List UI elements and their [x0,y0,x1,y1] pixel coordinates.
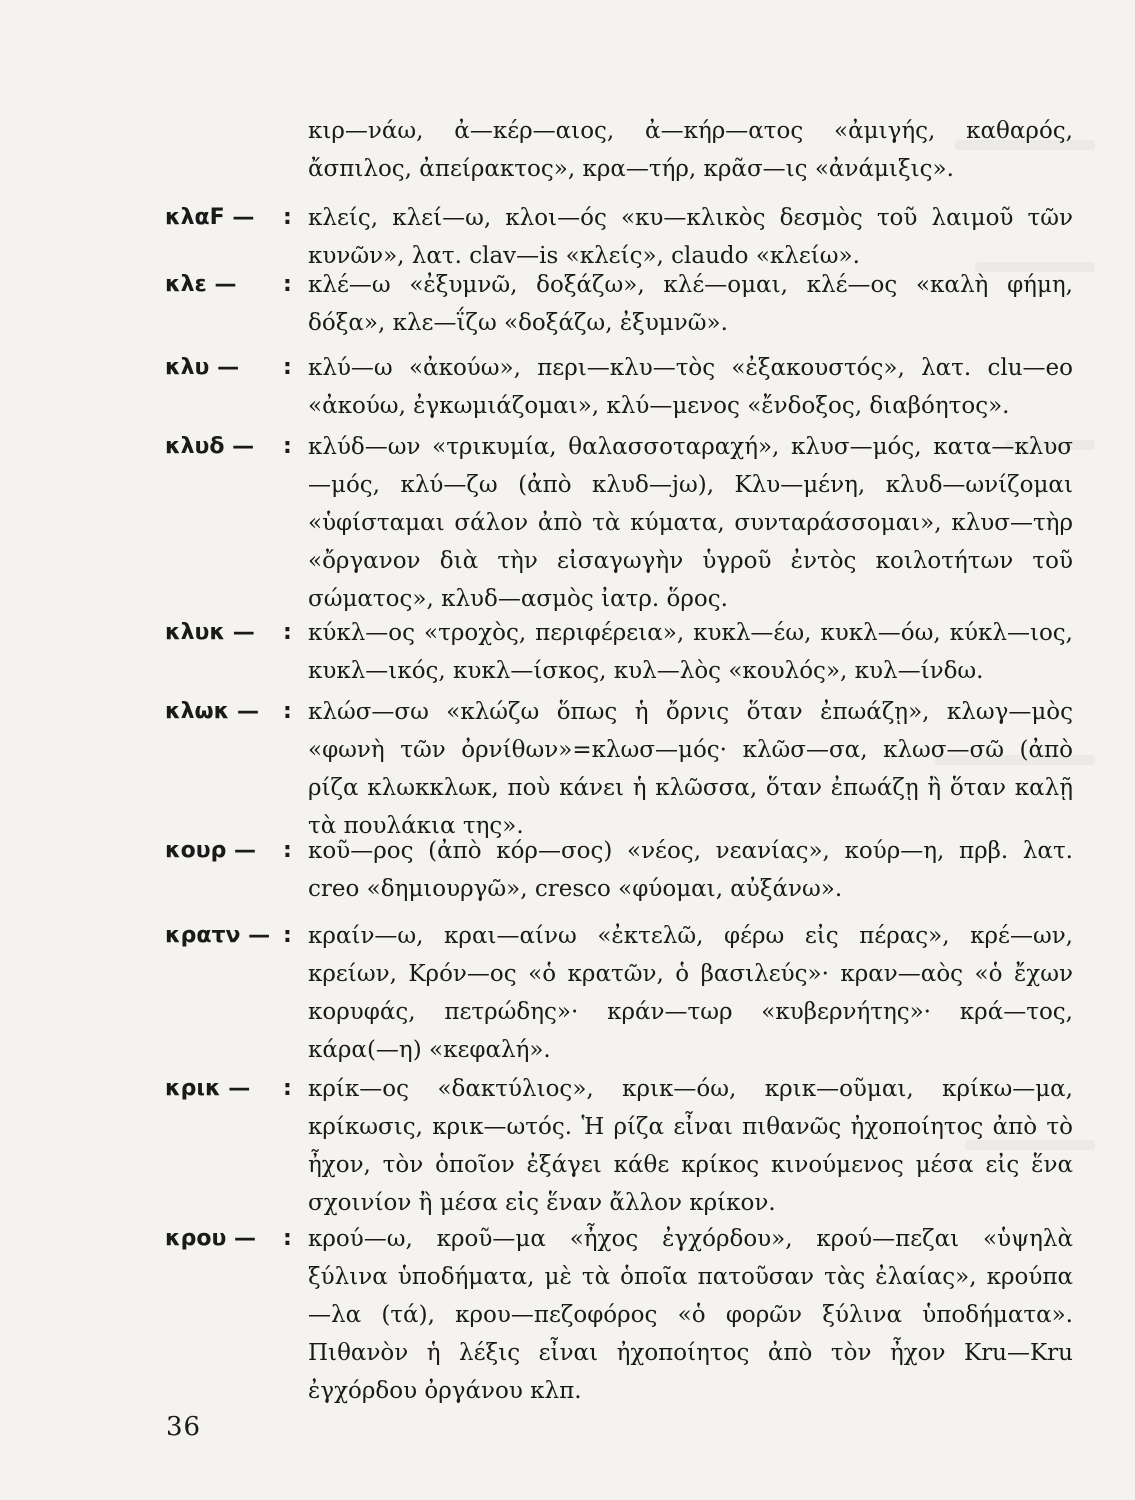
continuation-text: κιρ—νάω, ἀ—κέρ—αιος, ἀ—κήρ—ατος «ἀμιγής, καθαρός, ἄσπιλος, ἀπείρακτος», κρα—τήρ, κρᾶσ—ις «ἀνάμιξις». [308,118,1073,182]
entry-colon: : [283,620,292,645]
entry-definition: κρού—ω, κροῦ—μα «ἦχος ἐγχόρδου», κρού—πεζαι «ὑψηλὰ ξύλινα ὑποδήματα, μὲ τὰ ὁποῖα πατοῦσαν τὰς ἐλαίας», κρούπα—λα (τά), κρου—πεζοφόρος «ὁ φορῶν ξύλινα ὑποδήματα». Πιθανὸν ἡ λέξις εἶναι ἠχοποίητος ἀπὸ τὸν ἦχον Kru—Kru ἐγχόρδου ὀργάνου κλπ. [308,1226,1073,1404]
entry-definition: κλύδ—ων «τρικυμία, θαλασσοταραχή», κλυσ—μός, κατα—κλυσ—μός, κλύ—ζω (ἀπὸ κλυδ—jω), Κλυ—μένη, κλυδ—ωνίζομαι «ὑφίσταμαι σάλον ἀπὸ τὰ κύματα, συνταράσσομαι», κλυσ—τὴρ «ὄργανον διὰ τὴν εἰσαγωγὴν ὑγροῦ ἐντὸς κοιλοτήτων τοῦ σώματος», κλυδ—ασμὸς ἰατρ. ὅρος. [308,434,1073,612]
entry-definition: κλώσ—σω «κλώζω ὅπως ἡ ὄρνις ὅταν ἐπωάζῃ», κλωγ—μὸς «φωνὴ τῶν ὀρνίθων»=κλωσ—μός· κλῶσ—σα, κλωσ—σῶ (ἀπὸ ρίζα κλωκκλωκ, ποὺ κάνει ἡ κλῶσσα, ὅταν ἐπωάζῃ ἢ ὅταν καλῇ τὰ πουλάκια της». [308,699,1073,839]
entry-root: κλαF — [165,205,255,230]
entry-colon: : [283,272,292,297]
entry-root: κρικ — [165,1076,251,1101]
entry-definition: κλέ—ω «ἐξυμνῶ, δοξάζω», κλέ—ομαι, κλέ—ος «καλὴ φήμη, δόξα», κλε—ΐζω «δοξάζω, ἐξυμνῶ». [308,272,1073,336]
entry-colon: : [283,1226,292,1251]
page-number: 36 [166,1412,202,1442]
entry-colon: : [283,434,292,459]
entry-root: κλυ — [165,355,240,380]
entry-root: κλωκ — [165,699,259,724]
entry-root: κλυκ — [165,620,255,645]
entry-definition: κλείς, κλεί—ω, κλοι—ός «κυ—κλικὸς δεσμὸς τοῦ λαιμοῦ τῶν κυνῶν», λατ. clav—is «κλείς», claudo «κλείω». [308,205,1073,269]
entry-definition: κοῦ—ρος (ἀπὸ κόρ—σος) «νέος, νεανίας», κούρ—η, πρβ. λατ. creo «δημιουργῶ», cresco «φύομαι, αὐξάνω». [308,838,1073,902]
entry-root: κλε — [165,272,237,297]
entry-colon: : [283,1076,292,1101]
entry-colon: : [283,923,292,948]
entry-colon: : [283,699,292,724]
entry-root: κρατν — [165,923,271,948]
entry-root: κουρ — [165,838,257,863]
entry-definition: κύκλ—ος «τροχὸς, περιφέρεια», κυκλ—έω, κυκλ—όω, κύκλ—ιος, κυκλ—ικός, κυκλ—ίσκος, κυλ—λὸς «κουλός», κυλ—ίνδω. [308,620,1073,684]
entry-colon: : [283,838,292,863]
entry-definition: κλύ—ω «ἀκούω», περι—κλυ—τὸς «ἐξακουστός», λατ. clu—eo «ἀκούω, ἐγκωμιάζομαι», κλύ—μενος «ἔνδοξος, διαβόητος». [308,355,1073,419]
entry-colon: : [283,205,292,230]
entry-root: κλυδ — [165,434,255,459]
entry-colon: : [283,355,292,380]
entry-definition: κραίν—ω, κραι—αίνω «ἐκτελῶ, φέρω εἰς πέρας», κρέ—ων, κρείων, Κρόν—ος «ὁ κρατῶν, ὁ βασιλεύς»· κραν—αὸς «ὁ ἔχων κορυφάς, πετρώδης»· κράν—τωρ «κυβερνήτης»· κρά—τος, κάρα(—η) «κεφαλή». [308,923,1073,1063]
entry-root: κρου — [165,1226,257,1251]
entry-definition: κρίκ—ος «δακτύλιος», κρικ—όω, κρικ—οῦμαι, κρίκω—μα, κρίκωσις, κρικ—ωτός. Ἡ ρίζα εἶναι πιθανῶς ἠχοποίητος ἀπὸ τὸ ἦχον, τὸν ὁποῖον ἐξάγει κάθε κρίκος κινούμενος μέσα εἰς ἕνα σχοινίον ἢ μέσα εἰς ἕναν ἄλλον κρίκον. [308,1076,1073,1216]
